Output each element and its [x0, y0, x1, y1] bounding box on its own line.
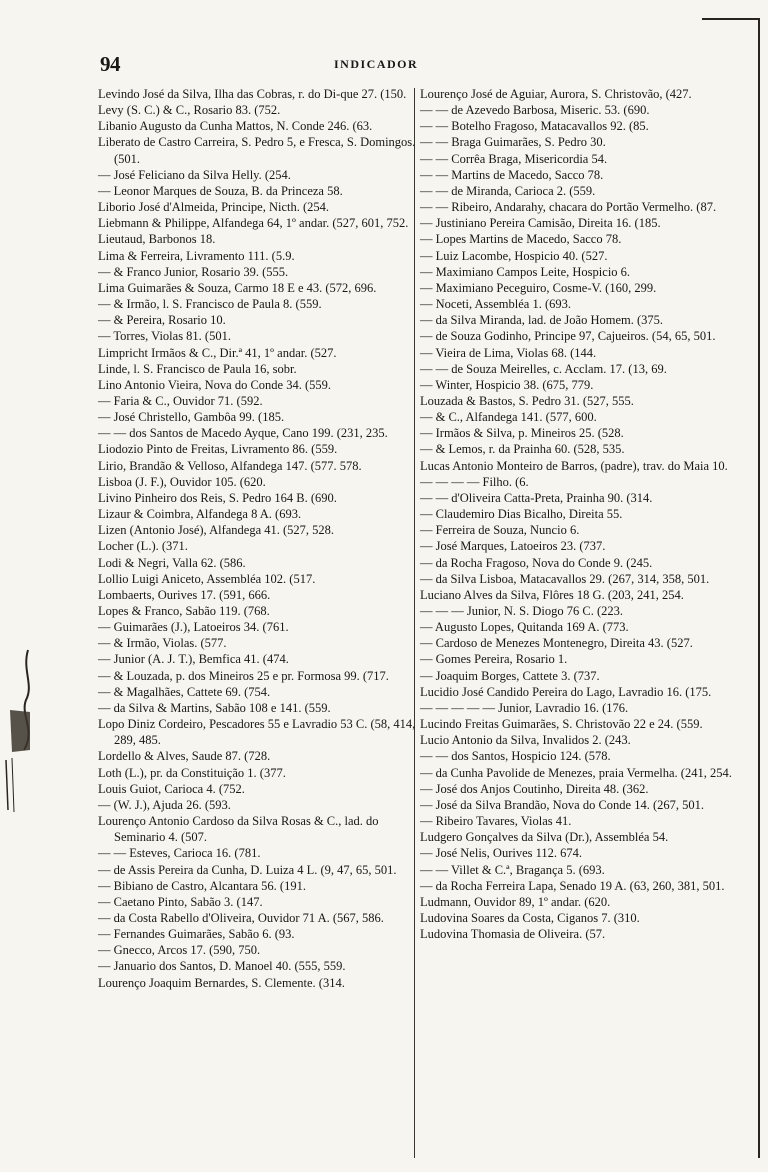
directory-entry: Locher (L.). (371.: [98, 539, 188, 554]
directory-entry: — Luiz Lacombe, Hospicio 40. (527.: [420, 248, 608, 263]
directory-entry: Lopo Diniz Cordeiro, Pescadores 55 e Lavradio 53 C. (58, 414, 289, 485.: [98, 717, 416, 748]
directory-entry: — da Silva Lisboa, Matacavallos 29. (267, 314, 358, 501.: [420, 571, 710, 586]
directory-entry: — Justiniano Pereira Camisão, Direita 16. (185.: [420, 216, 661, 231]
directory-entry: Liborio José d'Almeida, Principe, Nicth. (254.: [98, 200, 330, 215]
directory-entry: — — de Souza Meirelles, c. Acclam. 17. (13, 69.: [420, 361, 667, 376]
directory-entry: — da Costa Rabello d'Oliveira, Ouvidor 71 A. (567, 586.: [98, 910, 384, 925]
directory-entry: Liodozio Pinto de Freitas, Livramento 86. (559.: [98, 442, 338, 457]
directory-entry: — Faria & C., Ouvidor 71. (592.: [98, 393, 263, 408]
directory-entry: Limpricht Irmãos & C., Dir.ª 41, 1º andar. (527.: [98, 345, 337, 360]
directory-entry: Libanio Augusto da Cunha Mattos, N. Conde 246. (63.: [98, 119, 373, 134]
directory-entry: Lizen (Antonio José), Alfandega 41. (527, 528.: [98, 523, 335, 538]
directory-entry: — Guimarães (J.), Latoeiros 34. (761.: [98, 620, 289, 635]
directory-entry: — Gnecco, Arcos 17. (590, 750.: [98, 943, 261, 958]
directory-entry: — Caetano Pinto, Sabão 3. (147.: [98, 894, 263, 909]
directory-entry: — & Irmão, Violas. (577.: [98, 636, 227, 651]
directory-entry: — Leonor Marques de Souza, B. da Princeza 58.: [98, 183, 343, 198]
directory-entry: Lino Antonio Vieira, Nova do Conde 34. (559.: [98, 377, 332, 392]
directory-entry: — — Botelho Fragoso, Matacavallos 92. (85.: [420, 119, 649, 134]
directory-entry: Loth (L.), pr. da Constituição 1. (377.: [98, 765, 286, 780]
directory-entry: — Irmãos & Silva, p. Mineiros 25. (528.: [420, 426, 624, 441]
directory-entry: Lollio Luigi Aniceto, Assembléa 102. (517.: [98, 571, 316, 586]
directory-entry: Lieutaud, Barbonos 18.: [98, 232, 216, 247]
directory-entry: — (W. J.), Ajuda 26. (593.: [98, 797, 231, 812]
directory-entry: Lucas Antonio Monteiro de Barros, (padre), trav. do Maia 10.: [420, 458, 728, 473]
directory-entry: — José Marques, Latoeiros 23. (737.: [420, 539, 606, 554]
right-column: [420, 86, 740, 942]
directory-entry: Louis Guiot, Carioca 4. (752.: [98, 781, 245, 796]
directory-entry: Lizaur & Coimbra, Alfandega 8 A. (693.: [98, 507, 302, 522]
directory-entry: Lourenço Joaquim Bernardes, S. Clemente. (314.: [98, 975, 345, 990]
directory-entry: Liberato de Castro Carreira, S. Pedro 5, e Fresca, S. Domingos. (501.: [98, 135, 416, 166]
directory-entry: — & Franco Junior, Rosario 39. (555.: [98, 264, 289, 279]
directory-entry: — & Pereira, Rosario 10.: [98, 313, 226, 328]
directory-entry: — da Silva & Martins, Sabão 108 e 141. (559.: [98, 700, 331, 715]
directory-entry: — Winter, Hospicio 38. (675, 779.: [420, 377, 594, 392]
directory-entry: Levy (S. C.) & C., Rosario 83. (752.: [98, 103, 281, 118]
directory-entry: — — de Azevedo Barbosa, Miseric. 53. (690.: [420, 103, 650, 118]
directory-entry: — Vieira de Lima, Violas 68. (144.: [420, 345, 597, 360]
directory-entry: Ludgero Gonçalves da Silva (Dr.), Assembléa 54.: [420, 830, 669, 845]
page-header: [100, 52, 660, 78]
directory-entry: — — — Junior, N. S. Diogo 76 C. (223.: [420, 604, 623, 618]
directory-entry: — Maximiano Campos Leite, Hospicio 6.: [420, 264, 631, 279]
directory-entry: Luciano Alves da Silva, Flôres 18 G. (203, 241, 254.: [420, 587, 684, 602]
directory-entry: — — — — — Junior, Lavradio 16. (176.: [420, 700, 629, 715]
directory-entry: — José da Silva Brandão, Nova do Conde 14. (267, 501.: [420, 797, 704, 812]
directory-entry: — — Ribeiro, Andarahy, chacara do Portão Vermelho. (87.: [420, 200, 717, 215]
directory-entry: — Gomes Pereira, Rosario 1.: [420, 652, 568, 667]
directory-entry: Louzada & Bastos, S. Pedro 31. (527, 555.: [420, 393, 634, 408]
directory-entry: Lodi & Negri, Valla 62. (586.: [98, 555, 246, 570]
directory-entry: — José Christello, Gambôa 99. (185.: [98, 410, 285, 425]
directory-entry: — — Martins de Macedo, Sacco 78.: [420, 167, 604, 182]
directory-entry: Lourenço José de Aguiar, Aurora, S. Christovão, (427.: [420, 87, 692, 101]
directory-entry: — Maximiano Peceguiro, Cosme-V. (160, 299.: [420, 280, 657, 295]
directory-entry: — — de Miranda, Carioca 2. (559.: [420, 183, 596, 198]
directory-entry: — & Magalhães, Cattete 69. (754.: [98, 684, 271, 699]
directory-entry: — da Rocha Ferreira Lapa, Senado 19 A. (63, 260, 381, 501.: [420, 878, 725, 893]
directory-entry: Lima Guimarães & Souza, Carmo 18 E e 43. (572, 696.: [98, 280, 377, 295]
directory-entry: — Lopes Martins de Macedo, Sacco 78.: [420, 232, 622, 247]
binding-shadow-marks: [0, 640, 40, 820]
directory-entry: — Bibiano de Castro, Alcantara 56. (191.: [98, 878, 306, 893]
directory-entry: — José Feliciano da Silva Helly. (254.: [98, 167, 291, 182]
directory-entry: — Claudemiro Dias Bicalho, Direita 55.: [420, 507, 623, 522]
directory-entry: — — — — Filho. (6.: [420, 474, 529, 489]
directory-entry: — & Louzada, p. dos Mineiros 25 e pr. Formosa 99. (717.: [98, 668, 389, 683]
directory-entry: — — dos Santos, Hospicio 124. (578.: [420, 749, 611, 764]
directory-entry: — — Villet & C.ª, Bragança 5. (693.: [420, 862, 605, 877]
directory-entry: Lourenço Antonio Cardoso da Silva Rosas & C., lad. do Seminario 4. (507.: [98, 814, 379, 845]
directory-entry: Lordello & Alves, Saude 87. (728.: [98, 749, 271, 764]
directory-entry: — de Assis Pereira da Cunha, D. Luiza 4 L. (9, 47, 65, 501.: [98, 862, 397, 877]
directory-entry: Lisboa (J. F.), Ouvidor 105. (620.: [98, 474, 266, 489]
directory-entry: — — Corrêa Braga, Misericordia 54.: [420, 151, 608, 166]
directory-entry: — Januario dos Santos, D. Manoel 40. (555, 559.: [98, 959, 346, 974]
directory-entry: Ludovina Thomasia de Oliveira. (57.: [420, 927, 606, 942]
directory-entry: — José dos Anjos Coutinho, Direita 48. (362.: [420, 781, 649, 796]
directory-entry: Lucindo Freitas Guimarães, S. Christovão 22 e 24. (559.: [420, 717, 703, 732]
directory-entry: Livino Pinheiro dos Reis, S. Pedro 164 B. (690.: [98, 490, 337, 505]
directory-entry: Ludovina Soares da Costa, Ciganos 7. (310.: [420, 910, 640, 925]
directory-entry: — Ferreira de Souza, Nuncio 6.: [420, 523, 580, 538]
directory-entry: Levindo José da Silva, Ilha das Cobras, r. do Di-que 27. (150.: [98, 87, 407, 101]
directory-entry: Lima & Ferreira, Livramento 111. (5.9.: [98, 248, 295, 263]
directory-entry: — Torres, Violas 81. (501.: [98, 329, 231, 344]
directory-entry: — de Souza Godinho, Principe 97, Cajueiros. (54, 65, 501.: [420, 329, 716, 344]
directory-entry: — Noceti, Assembléa 1. (693.: [420, 297, 572, 312]
directory-entry: — da Silva Miranda, lad. de João Homem. (375.: [420, 313, 664, 328]
directory-entry: — Junior (A. J. T.), Bemfica 41. (474.: [98, 652, 289, 667]
page-edge-rule: [758, 18, 760, 1158]
directory-entry: Lombaerts, Ourives 17. (591, 666.: [98, 587, 271, 602]
directory-entry: Linde, l. S. Francisco de Paula 16, sobr.: [98, 361, 297, 376]
directory-entry: — José Nelis, Ourives 112. 674.: [420, 846, 583, 861]
directory-entry: — da Rocha Fragoso, Nova do Conde 9. (245.: [420, 555, 653, 570]
directory-entry: Ludmann, Ouvidor 89, 1º andar. (620.: [420, 894, 611, 909]
directory-entry: Lucidio José Candido Pereira do Lago, Lavradio 16. (175.: [420, 684, 712, 699]
directory-entry: — — Braga Guimarães, S. Pedro 30.: [420, 135, 606, 150]
directory-entry: — — dos Santos de Macedo Ayque, Cano 199. (231, 235.: [98, 426, 388, 441]
directory-entry: Lucio Antonio da Silva, Invalidos 2. (243.: [420, 733, 631, 748]
directory-entry: — Ribeiro Tavares, Violas 41.: [420, 814, 572, 829]
page-edge-rule-top: [702, 18, 760, 20]
directory-entry: — da Cunha Pavolide de Menezes, praia Vermelha. (241, 254.: [420, 765, 732, 780]
page-number: 94: [100, 52, 120, 76]
directory-entry: — — d'Oliveira Catta-Preta, Prainha 90. (314.: [420, 490, 653, 505]
directory-entry: — & Lemos, r. da Prainha 60. (528, 535.: [420, 442, 625, 457]
left-column: [98, 86, 418, 991]
directory-entry: — Augusto Lopes, Quitanda 169 A. (773.: [420, 620, 629, 635]
directory-entry: — & C., Alfandega 141. (577, 600.: [420, 410, 597, 425]
directory-entry: — & Irmão, l. S. Francisco de Paula 8. (559.: [98, 297, 322, 312]
running-title: INDICADOR: [334, 57, 419, 71]
directory-entry: — Fernandes Guimarães, Sabão 6. (93.: [98, 927, 295, 942]
directory-entry: — Cardoso de Menezes Montenegro, Direita 43. (527.: [420, 636, 693, 651]
directory-entry: — Joaquim Borges, Cattete 3. (737.: [420, 668, 600, 683]
directory-entry: Liebmann & Philippe, Alfandega 64, 1º andar. (527, 601, 752.: [98, 216, 409, 231]
directory-entry: Lopes & Franco, Sabão 119. (768.: [98, 604, 270, 618]
directory-entry: Lirio, Brandão & Velloso, Alfandega 147. (577. 578.: [98, 458, 362, 473]
directory-entry: — — Esteves, Carioca 16. (781.: [98, 846, 261, 861]
